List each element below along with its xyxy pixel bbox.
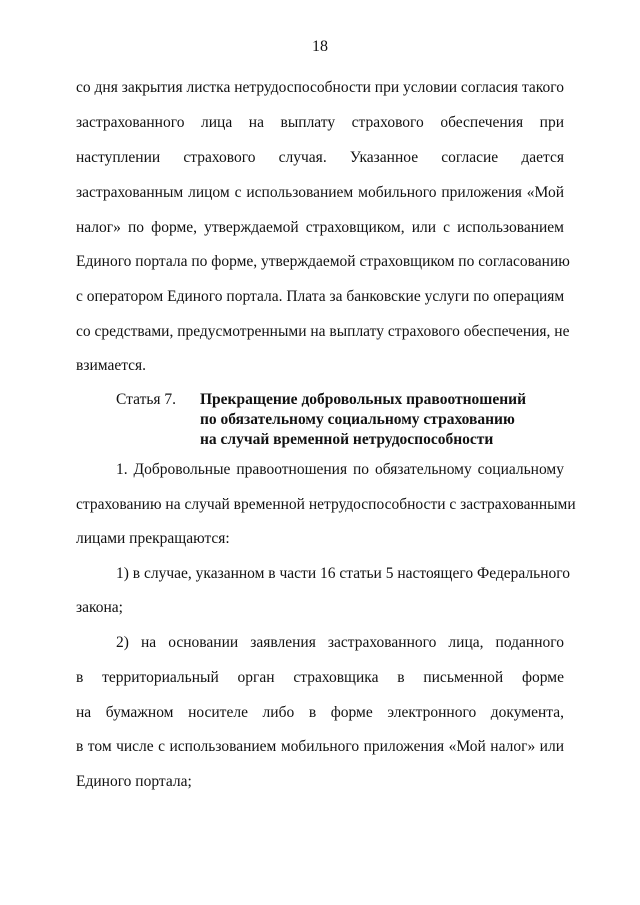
- paragraph-line: лицами прекращаются:: [76, 530, 230, 547]
- paragraph-line: взимается.: [76, 357, 147, 374]
- paragraph-line: Единого портала по форме, утверждаемой страховщиком по согласованию: [76, 253, 570, 270]
- list-item-line: в том числе с использованием мобильного приложения «Мой налог» или: [76, 738, 564, 755]
- list-item-line: 2) на основании заявления застрахованного лица, поданного: [116, 634, 564, 651]
- paragraph-line: страхованию на случай временной нетрудоспособности с застрахованными: [76, 496, 576, 513]
- page-number: 18: [312, 38, 328, 55]
- paragraph-line: 1. Добровольные правоотношения по обязательному социальному: [116, 461, 564, 478]
- list-item-line: в территориальный орган страховщика в письменной форме: [76, 669, 564, 686]
- list-item-line: Единого портала;: [76, 773, 192, 790]
- article-label: Статья 7.: [116, 391, 177, 408]
- paragraph-line: со средствами, предусмотренными на выплату страхового обеспечения, не: [76, 323, 570, 340]
- article-title-line: Прекращение добровольных правоотношений: [200, 391, 527, 408]
- paragraph-line: налог» по форме, утверждаемой страховщиком, или с использованием: [76, 219, 564, 236]
- list-item-line: закона;: [76, 599, 123, 616]
- list-item-line: 1) в случае, указанном в части 16 статьи 5 настоящего Федерального: [116, 565, 570, 582]
- paragraph-line: наступлении страхового случая. Указанное согласие дается: [76, 149, 564, 166]
- paragraph-line: с оператором Единого портала. Плата за банковские услуги по операциям: [76, 288, 565, 305]
- paragraph-line: застрахованного лица на выплату страхового обеспечения при: [76, 114, 564, 131]
- article-title-line: на случай временной нетрудоспособности: [200, 431, 494, 448]
- paragraph-line: со дня закрытия листка нетрудоспособности при условии согласия такого: [76, 79, 564, 96]
- paragraph-line: застрахованным лицом с использованием мобильного приложения «Мой: [76, 184, 564, 201]
- list-item-line: на бумажном носителе либо в форме электронного документа,: [76, 704, 564, 721]
- article-title-line: по обязательному социальному страхованию: [200, 411, 515, 428]
- article-title: [200, 390, 580, 450]
